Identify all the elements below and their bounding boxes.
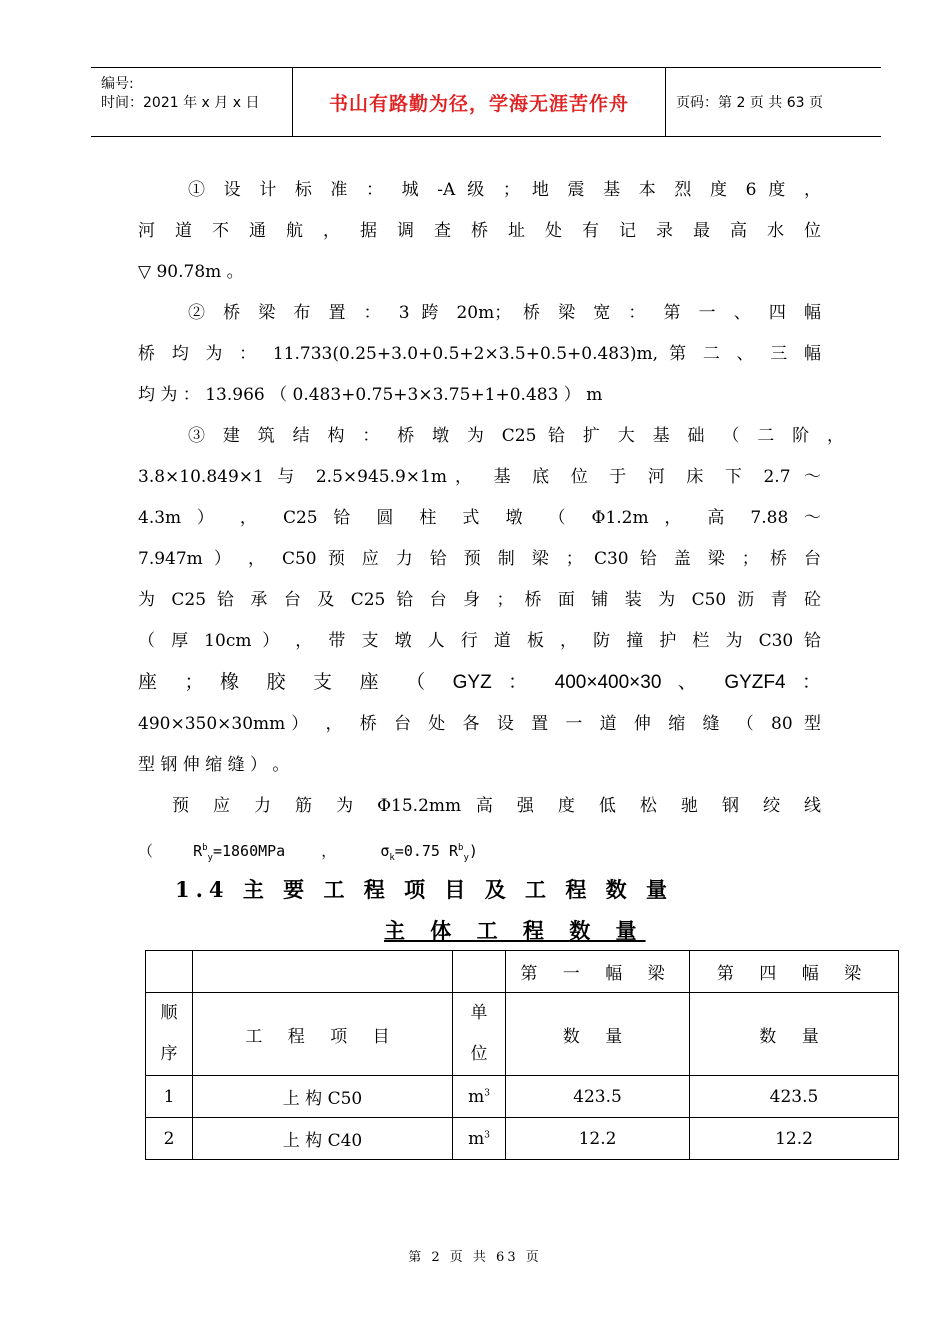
formula-r2-sub: y bbox=[463, 853, 469, 863]
row-seq: 2 bbox=[146, 1118, 193, 1160]
text-line: 7.947m ） ， C50 预 应 力 铪 预 制 梁 ； C30 铪 盖 梁 ； 桥 台 bbox=[138, 549, 821, 569]
row-qty-1: 12.2 bbox=[506, 1118, 690, 1160]
unit-sup: 3 bbox=[484, 1087, 490, 1098]
formula-close: ) bbox=[468, 842, 478, 860]
code-label: 编号: bbox=[101, 76, 134, 92]
formula-sigma: σ bbox=[380, 842, 390, 860]
text-line: 为 C25 铪 承 台 及 C25 铪 台 身 ； 桥 面 铺 装 为 C50 沥 青 砼 bbox=[138, 590, 821, 610]
text-line: 桥 均 为 ： 11.733(0.25+3.0+0.5+2×3.5+0.5+0.483)m, 第 二 、 三 幅 bbox=[138, 344, 821, 364]
section-heading: 1.4 主 要 工 程 项 目 及 工 程 数 量 bbox=[175, 877, 673, 902]
unit-text: m bbox=[468, 1086, 485, 1107]
formula-sigma-value: =0.75 R bbox=[394, 842, 459, 860]
item-header: 工 程 项 目 bbox=[193, 993, 453, 1076]
table-header-row bbox=[146, 993, 899, 1076]
text-line: ③ 建 筑 结 构 ： 桥 墩 为 C25 铪 扩 大 基 础 （ 二 阶 ， bbox=[188, 426, 844, 446]
row-unit bbox=[453, 1076, 506, 1118]
row-qty-2: 423.5 bbox=[690, 1076, 899, 1118]
header-motto: 书山有路勤为径，学海无涯苦作舟 bbox=[293, 68, 666, 136]
row-item: 上 构 C50 bbox=[193, 1076, 453, 1118]
unit-text: m bbox=[468, 1128, 485, 1149]
table-header-row bbox=[146, 951, 899, 993]
table-title: 主 体 工 程 数 量 bbox=[384, 918, 646, 943]
unit-header-top: 单 bbox=[470, 1003, 488, 1023]
row-qty-1: 423.5 bbox=[506, 1076, 690, 1118]
page-footer: 第 2 页 共 63 页 bbox=[408, 1250, 542, 1265]
table-row bbox=[146, 1076, 899, 1118]
formula-line bbox=[138, 833, 478, 863]
text-line: 座 ； 橡 胶 支 座 （ GYZ ： 400×400×30 、 GYZF4 ： bbox=[138, 672, 821, 693]
text-line: 河 道 不 通 航 ， 据 调 查 桥 址 处 有 记 录 最 高 水 位 bbox=[138, 221, 821, 241]
unit-header bbox=[453, 993, 506, 1076]
col-group-1: 第 一 幅 梁 bbox=[506, 951, 690, 993]
formula-r: R bbox=[193, 842, 203, 860]
row-seq: 1 bbox=[146, 1076, 193, 1118]
text-line: 3.8×10.849×1 与 2.5×945.9×1m， 基 底 位 于 河 床 下 2.7 ～ bbox=[138, 467, 821, 487]
row-unit bbox=[453, 1118, 506, 1160]
formula-r-sup: b bbox=[202, 843, 208, 853]
quantity-table bbox=[145, 950, 899, 1160]
header-meta bbox=[91, 68, 293, 136]
text-line: 4.3m ） ， C25 铪 圆 柱 式 墩 （ Φ1.2m ， 高 7.88 ～ bbox=[138, 508, 821, 528]
formula-comma: ， bbox=[321, 842, 337, 860]
page-header bbox=[91, 67, 881, 137]
unit-header-bottom: 位 bbox=[470, 1044, 488, 1064]
row-qty-2: 12.2 bbox=[690, 1118, 899, 1160]
unit-sup: 3 bbox=[484, 1129, 490, 1140]
text-line: （ 厚 10cm ） ， 带 支 墩 人 行 道 板 ， 防 撞 护 栏 为 C30 铪 bbox=[138, 631, 821, 651]
formula-r-value: =1860MPa bbox=[212, 842, 286, 860]
qty-header-2: 数 量 bbox=[690, 993, 899, 1076]
seq-header-bottom: 序 bbox=[160, 1044, 178, 1064]
text-line: 型 钢 伸 缩 缝 ） 。 bbox=[138, 755, 290, 775]
formula-r-sub: y bbox=[207, 853, 213, 863]
text-line: 均 为 ： 13.966 （ 0.483+0.75+3×3.75+1+0.483 ） m bbox=[138, 385, 603, 405]
text-line: 预 应 力 筋 为 Φ15.2mm 高 强 度 低 松 驰 钢 绞 线 bbox=[172, 796, 821, 816]
row-item: 上 构 C40 bbox=[193, 1118, 453, 1160]
header-page-info: 页码：第 2 页 共 63 页 bbox=[676, 95, 823, 111]
seq-header bbox=[146, 993, 193, 1076]
text-line: ① 设 计 标 准 ： 城 -A 级 ； 地 震 基 本 烈 度 6 度 ， bbox=[188, 180, 821, 200]
col-group-2: 第 四 幅 梁 bbox=[690, 951, 899, 993]
table-cell bbox=[193, 951, 453, 993]
time-label: 时间：2021 年 x 月 x 日 bbox=[101, 95, 260, 111]
text-line: 490×350×30mm） ， 桥 台 处 各 设 置 一 道 伸 缩 缝 （ 80 型 bbox=[138, 714, 821, 734]
formula-sigma-sub: k bbox=[389, 853, 395, 863]
text-line: ② 桥 梁 布 置 ： 3 跨 20m； 桥 梁 宽 ： 第 一 、 四 幅 bbox=[188, 303, 821, 323]
table-row bbox=[146, 1118, 899, 1160]
text-line: ▽ 90.78m 。 bbox=[138, 262, 244, 282]
formula-r2-sup: b bbox=[458, 843, 464, 853]
seq-header-top: 顺 bbox=[160, 1003, 178, 1023]
table-cell bbox=[146, 951, 193, 993]
formula-open: （ bbox=[138, 842, 154, 860]
table-cell bbox=[453, 951, 506, 993]
qty-header-1: 数 量 bbox=[506, 993, 690, 1076]
